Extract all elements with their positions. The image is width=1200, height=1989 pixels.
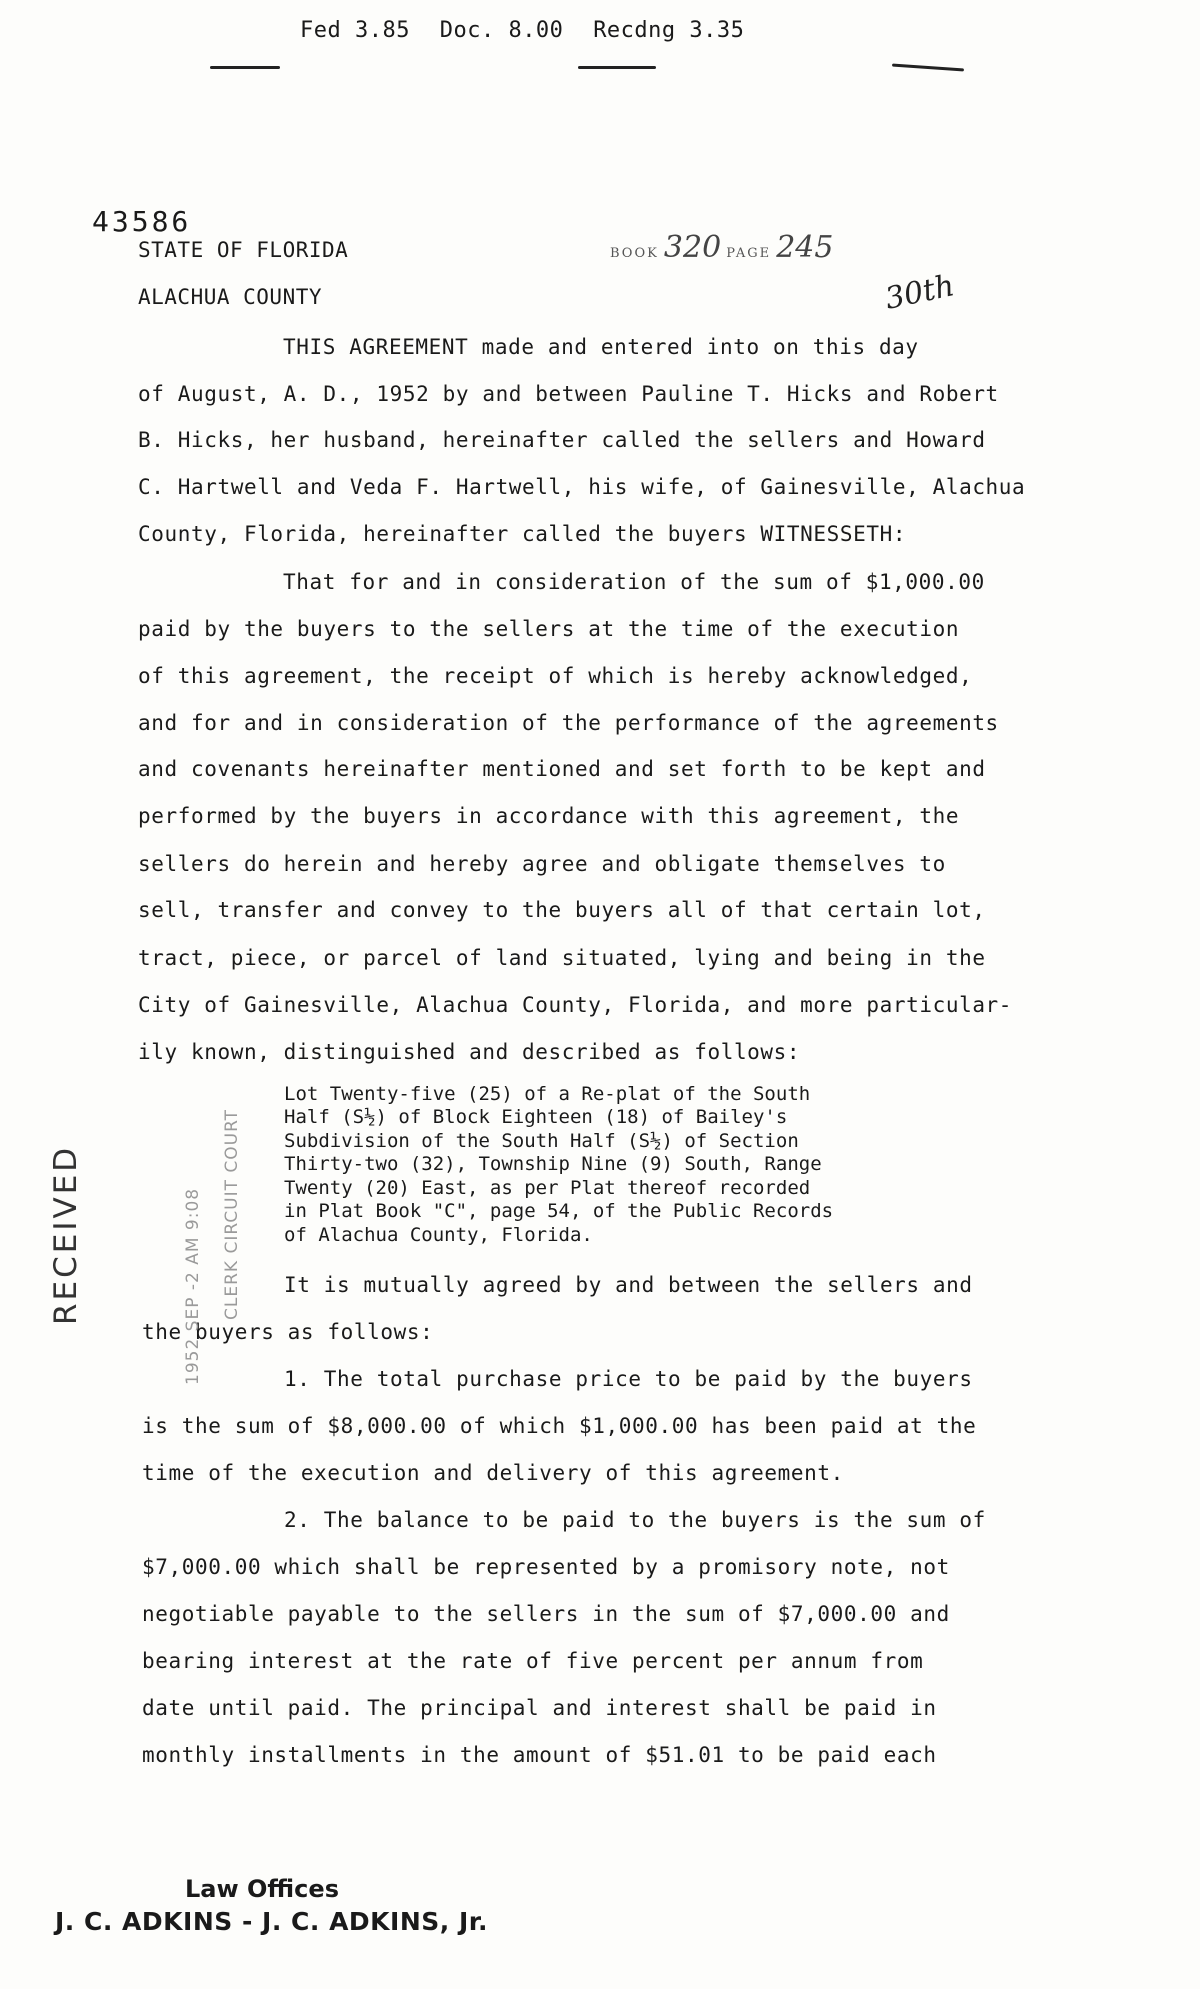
fee-doc: Doc. 8.00 (439, 18, 564, 43)
terms-line: It is mutually agreed by and between the sellers and (284, 1273, 973, 1297)
body-line: paid by the buyers to the sellers at the time of the execution (138, 617, 960, 641)
body-line: of August, A. D., 1952 by and between Pauline T. Hicks and Robert (138, 382, 999, 406)
body-line: ily known, distinguished and described as follows: (138, 1040, 801, 1064)
body-line: That for and in consideration of the sum of $1,000.00 (283, 570, 985, 594)
page-label: PAGE (726, 246, 772, 261)
terms-line: 2. The balance to be paid to the buyers is the sum of (284, 1508, 986, 1532)
fee-underline-2 (578, 66, 656, 69)
terms-line: is the sum of $8,000.00 of which $1,000.00 has been paid at the (142, 1414, 977, 1438)
body-line: THIS AGREEMENT made and entered into on this day (283, 335, 919, 359)
document-number: 43586 (92, 205, 192, 238)
handwritten-day: 30th (882, 268, 958, 317)
book-page-stamp (610, 230, 833, 265)
terms-line: monthly installments in the amount of $51.01 to be paid each (142, 1743, 937, 1767)
body-line: tract, piece, or parcel of land situated, lying and being in the (138, 946, 986, 970)
body-line: City of Gainesville, Alachua County, Florida, and more particular- (138, 993, 1013, 1017)
terms-line: the buyers as follows: (142, 1320, 434, 1344)
received-date-stamp: 1952 SEP -2 AM 9:08 (183, 1187, 203, 1385)
terms-line: bearing interest at the rate of five percent per annum from (142, 1649, 924, 1673)
received-stamp: RECEIVED (48, 1144, 84, 1325)
legal-description-line: Twenty (20) East, as per Plat thereof recorded (284, 1177, 811, 1199)
legal-description-line: in Plat Book "C", page 54, of the Public Records (284, 1200, 834, 1222)
body-line: performed by the buyers in accordance with this agreement, the (138, 804, 960, 828)
footer-law-offices: Law Offices (185, 1875, 339, 1903)
body-line: sell, transfer and convey to the buyers all of that certain lot, (138, 898, 986, 922)
footer-firm-name: J. C. ADKINS - J. C. ADKINS, Jr. (55, 1907, 489, 1936)
body-line: County, Florida, hereinafter called the buyers WITNESSETH: (138, 522, 907, 546)
state-line: STATE OF FLORIDA (138, 238, 349, 262)
body-line: and covenants hereinafter mentioned and set forth to be kept and (138, 757, 986, 781)
legal-description-line: Lot Twenty-five (25) of a Re-plat of the South (284, 1083, 811, 1105)
page-number: 245 (776, 230, 834, 265)
fee-underline-3 (892, 63, 964, 71)
body-line: B. Hicks, her husband, hereinafter called the sellers and Howard (138, 428, 986, 452)
body-line: sellers do herein and hereby agree and obligate themselves to (138, 852, 946, 876)
recording-fees (300, 18, 760, 43)
book-label: BOOK (610, 246, 659, 261)
clerk-office-stamp: CLERK CIRCUIT COURT (222, 1108, 242, 1320)
terms-line: 1. The total purchase price to be paid by the buyers (284, 1367, 973, 1391)
fee-underline-1 (210, 66, 280, 69)
book-number: 320 (663, 230, 722, 265)
fee-fed: Fed 3.85 (300, 18, 410, 43)
legal-description-line: Half (S½) of Block Eighteen (18) of Bailey's (284, 1106, 788, 1128)
body-line: of this agreement, the receipt of which is hereby acknowledged, (138, 664, 973, 688)
county-line: ALACHUA COUNTY (138, 285, 323, 309)
terms-line: date until paid. The principal and interest shall be paid in (142, 1696, 937, 1720)
body-line: and for and in consideration of the performance of the agreements (138, 711, 999, 735)
body-line: C. Hartwell and Veda F. Hartwell, his wife, of Gainesville, Alachua (138, 475, 1026, 499)
terms-line: time of the execution and delivery of this agreement. (142, 1461, 844, 1485)
legal-description-line: Subdivision of the South Half (S½) of Section (284, 1130, 799, 1152)
terms-line: $7,000.00 which shall be represented by a promisory note, not (142, 1555, 950, 1579)
fee-recording: Recdng 3.35 (593, 18, 745, 43)
terms-line: negotiable payable to the sellers in the sum of $7,000.00 and (142, 1602, 950, 1626)
legal-description-line: Thirty-two (32), Township Nine (9) South, Range (284, 1153, 822, 1175)
legal-description-line: of Alachua County, Florida. (284, 1224, 593, 1246)
